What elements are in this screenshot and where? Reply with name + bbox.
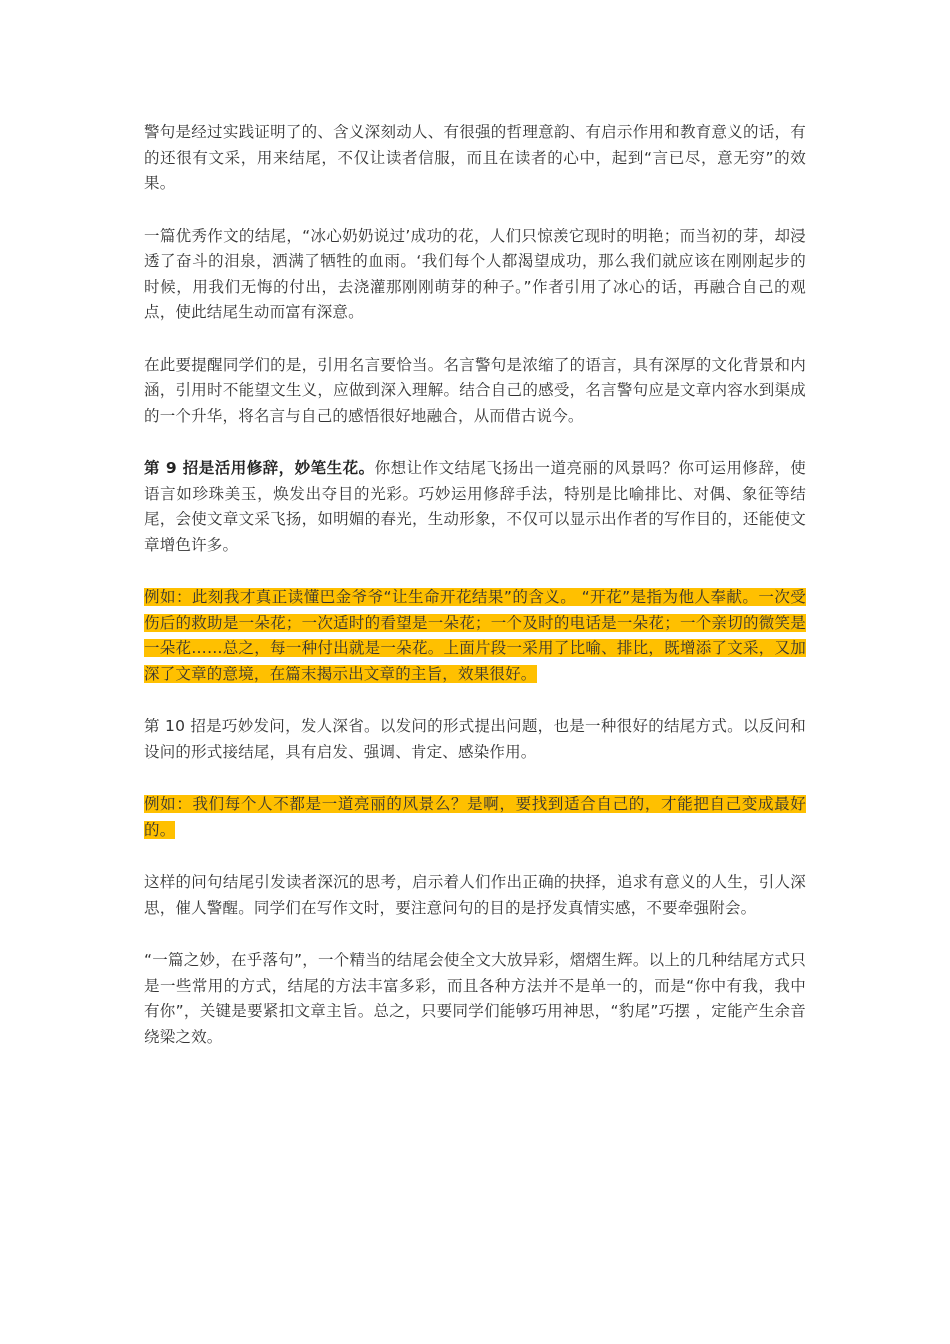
paragraph-aphorism-intro: 警句是经过实践证明了的、含义深刻动人、有很强的哲理意韵、有启示作用和教育意义的话，有的还很有文采，用来结尾，不仅让读者信服，而且在读者的心中，起到“言已尽，意无穷”的效果。	[144, 123, 806, 192]
paragraph-bingxin-example: 一篇优秀作文的结尾，“冰心奶奶说过’成功的花，人们只惊羡它现时的明艳；而当初的芽，却浸透了奋斗的泪泉，洒满了牺牲的血雨。‘我们每个人都渴望成功，那么我们就应该在刚刚起步的时候，用我们无悔的付出，去浇灌那刚刚萌芽的种子。”作者引用了冰心的话，再融合自己的观点，使此结尾生动而富有深意。	[144, 226, 806, 321]
paragraph-rhetoric-example	[144, 585, 806, 687]
document-body	[144, 120, 806, 1077]
tip-9-body: 你想让作文结尾飞扬出一道亮丽的风景吗？你可运用修辞，使语言如珍珠美玉，焕发出夺目的光彩。巧妙运用修辞手法，特别是比喻排比、对偶、象征等结尾，会使文章文采飞扬，如明媚的春光，生动形象，不仅可以显示出作者的写作目的，还能使文章增色许多。	[144, 459, 807, 554]
paragraph-question-effect: 这样的问句结尾引发读者深沉的思考，启示着人们作出正确的抉择，追求有意义的人生，引人深思，催人警醒。同学们在写作文时，要注意问句的目的是抒发真情实感，不要牵强附会。	[144, 873, 806, 917]
paragraph-quote-reminder: 在此要提醒同学们的是，引用名言要恰当。名言警句是浓缩了的语言，具有深厚的文化背景和内涵，引用时不能望文生义，应做到深入理解。结合自己的感受，名言警句应是文章内容水到渠成的一个升华，将名言与自己的感悟很好地融合，从而借古说今。	[144, 355, 806, 425]
highlighted-example-text: 例如：此刻我才真正读懂巴金爷爷“让生命开花结果”的含义。 “开花”是指为他人奉献。一次受伤后的救助是一朵花；一次适时的看望是一朵花；一个及时的电话是一朵花；一个亲切的微笑是一朵花……总之，每一种付出就是一朵花。上面片段一采用了比喻、排比，既增添了文采，又加深了文章的意境，在篇末揭示出文章的主旨，效果很好。	[144, 588, 806, 683]
paragraph-tip-9	[144, 456, 806, 558]
paragraph-tip-10: 第 10 招是巧妙发问，发人深省。以发问的形式提出问题，也是一种很好的结尾方式。以反问和设问的形式接结尾，具有启发、强调、肯定、感染作用。	[144, 717, 806, 761]
paragraph-conclusion: “一篇之妙，在乎落句”，一个精当的结尾会使全文大放异彩，熠熠生辉。以上的几种结尾方式只是一些常用的方式，结尾的方法丰富多彩，而且各种方法并不是单一的，而是“你中有我，我中有你”，关键是要紧扣文章主旨。总之，只要同学们能够巧用神思，“豹尾”巧摆 ，定能产生余音绕梁之效。	[144, 951, 806, 1046]
paragraph-question-example	[144, 792, 806, 843]
highlighted-question-text: 例如：我们每个人不都是一道亮丽的风景么？是啊，要找到适合自己的，才能把自己变成最好的。	[144, 795, 806, 839]
tip-9-heading: 第 9 招是活用修辞，妙笔生花。	[144, 459, 375, 477]
